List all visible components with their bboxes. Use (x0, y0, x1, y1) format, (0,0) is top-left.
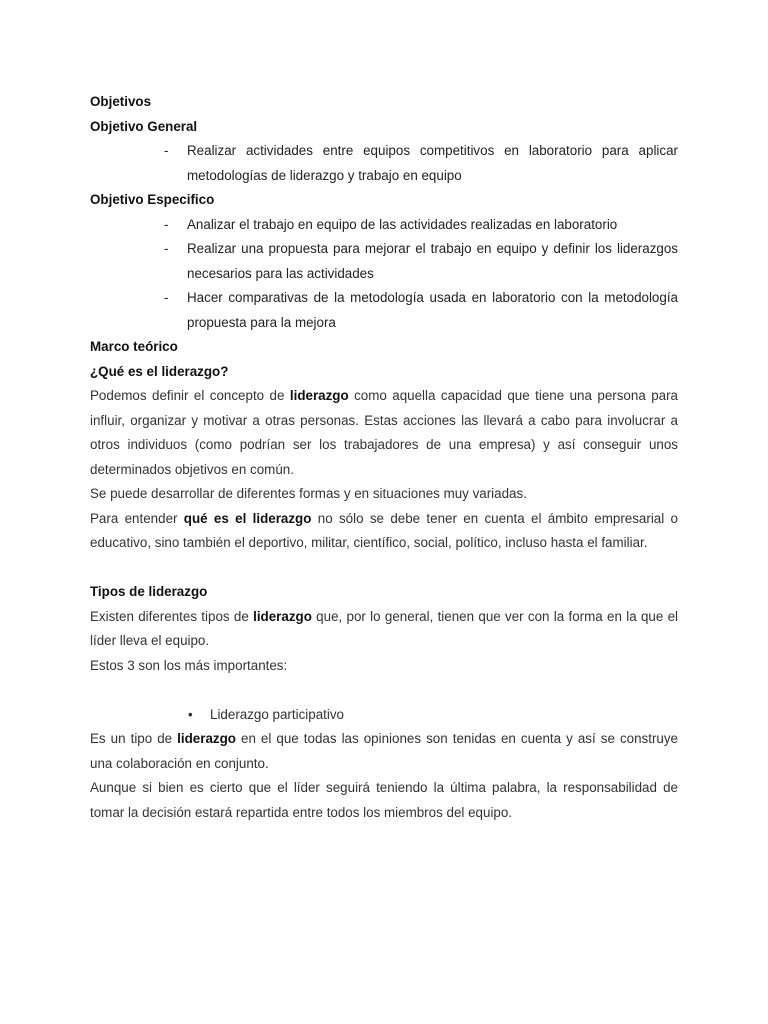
important-types-intro: Estos 3 son los más importantes: (90, 657, 288, 673)
bullet-item-text: Liderazgo participativo (210, 706, 344, 722)
leadership-types-heading: Tipos de liderazgo (90, 584, 208, 599)
bold-term: qué es el liderazgo (183, 510, 312, 526)
dash-marker: - (164, 143, 169, 158)
leadership-scope-paragraph (90, 507, 678, 556)
general-objective-text: Realizar actividades entre equipos competitivos en laboratorio para aplicar metodologías de liderazgo y trabajo en equipo (187, 143, 678, 183)
blank-line (90, 678, 678, 703)
specific-objective-text: Analizar el trabajo en equipo de las actividades realizadas en laboratorio (187, 216, 618, 232)
general-objective-item (90, 139, 678, 188)
specific-objective-heading: Objetivo Especifico (90, 192, 215, 207)
participative-responsibility-paragraph: Aunque si bien es cierto que el líder seguirá teniendo la última palabra, la responsabilidad de tomar la decisión estará repartida entre todos los miembros del equipo. (90, 780, 678, 820)
specific-objective-item (90, 213, 678, 238)
text-run: como aquella capacidad que tiene una persona para influir, organizar y motivar a otras personas. Estas acciones las llevará a cabo para involucrar a otros individuos (como podrían ser los trabajadores de una empresa) y así conseguir unos determinados objetivos en común. (90, 388, 679, 477)
specific-objective-text: Hacer comparativas de la metodología usada en laboratorio con la metodología propuesta para la mejora (187, 290, 678, 330)
bullet-marker: • (188, 706, 193, 722)
text-run: Para entender (90, 510, 184, 526)
text-run: no sólo se debe tener en cuenta el ámbito empresarial o educativo, sino también el deportivo, militar, científico, social, político, incluso hasta el familiar. (90, 510, 678, 550)
text-run: en el que todas las opiniones son tenidas en cuenta y así se construye una colaboración en conjunto. (90, 731, 678, 771)
bold-term: liderazgo (253, 608, 312, 624)
leadership-question-heading: ¿Qué es el liderazgo? (90, 363, 229, 379)
specific-objective-item (90, 286, 678, 335)
text-run: Podemos definir el concepto de (90, 388, 290, 403)
document-page (90, 90, 678, 825)
bold-term: liderazgo (289, 388, 349, 403)
leadership-definition-paragraph (90, 384, 678, 482)
leadership-types-paragraph (90, 605, 678, 654)
general-objective-heading: Objetivo General (90, 118, 198, 134)
text-run: que, por lo general, tienen que ver con la forma en la que el líder lleva el equipo. (90, 608, 679, 648)
blank-line (90, 556, 678, 581)
specific-objective-item (90, 237, 678, 286)
dash-marker: - (164, 216, 169, 232)
participative-description-paragraph (90, 727, 678, 776)
specific-objective-text: Realizar una propuesta para mejorar el trabajo en equipo y definir los liderazgos necesarios para las actividades (187, 241, 678, 281)
text-run: Existen diferentes tipos de (90, 608, 254, 624)
objectives-title: Objetivos (90, 94, 152, 109)
bullet-list-item (90, 703, 678, 728)
bold-term: liderazgo (177, 731, 236, 746)
text-run: Es un tipo de (90, 731, 178, 746)
marco-teorico-heading: Marco teórico (90, 339, 178, 354)
leadership-forms-paragraph: Se puede desarrollar de diferentes formas y en situaciones muy variadas. (90, 486, 527, 501)
dash-marker: - (164, 241, 169, 256)
dash-marker: - (164, 290, 169, 305)
